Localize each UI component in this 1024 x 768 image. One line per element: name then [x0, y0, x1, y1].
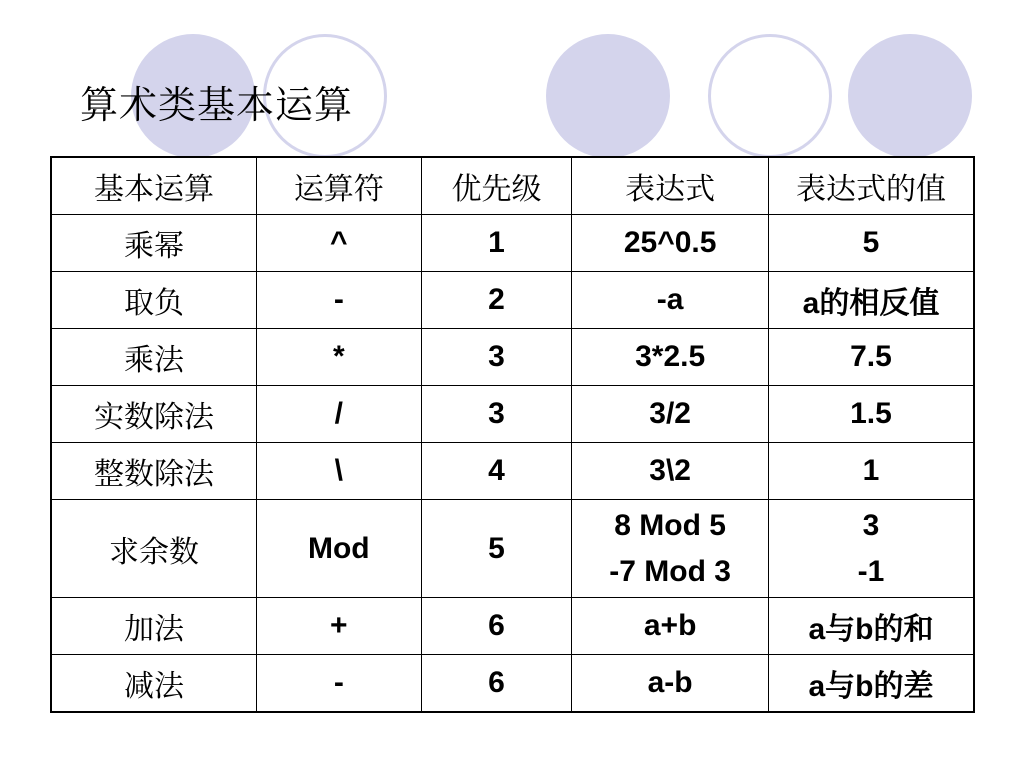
op-name-cell: 求余数 [51, 500, 256, 598]
value-cell: 1 [768, 443, 974, 500]
operator-cell: Mod [256, 500, 421, 598]
value-cell: a的相反值 [768, 272, 974, 329]
table-header-row [51, 157, 974, 215]
priority-cell: 3 [421, 386, 572, 443]
operator-cell: / [256, 386, 421, 443]
table-row [51, 272, 974, 329]
slide-title: 算术类基本运算 [80, 83, 354, 127]
decor-circle-4 [708, 34, 832, 158]
operator-cell: \ [256, 443, 421, 500]
priority-cell: 6 [421, 655, 572, 713]
value-cell [768, 500, 974, 598]
op-name-cell: 减法 [51, 655, 256, 713]
header-cell: 运算符 [256, 157, 421, 215]
op-name-cell: 取负 [51, 272, 256, 329]
expression-cell: 25^0.5 [572, 215, 769, 272]
op-name-cell: 乘幂 [51, 215, 256, 272]
table-row [51, 655, 974, 713]
table-row [51, 386, 974, 443]
table-row [51, 215, 974, 272]
operator-cell: - [256, 272, 421, 329]
table-row [51, 598, 974, 655]
decor-circle-5 [848, 34, 972, 158]
value-line: 3 [862, 508, 880, 542]
expression-cell: a+b [572, 598, 769, 655]
priority-cell: 6 [421, 598, 572, 655]
op-name-cell: 整数除法 [51, 443, 256, 500]
expression-line: -7 Mod 3 [609, 554, 731, 588]
operator-cell: - [256, 655, 421, 713]
value-cell: 5 [768, 215, 974, 272]
op-name-cell: 乘法 [51, 329, 256, 386]
op-name-cell: 实数除法 [51, 386, 256, 443]
priority-cell: 4 [421, 443, 572, 500]
decor-circle-3 [546, 34, 670, 158]
table-row [51, 329, 974, 386]
table-row [51, 500, 974, 598]
value-line: -1 [857, 554, 885, 588]
expression-cell: -a [572, 272, 769, 329]
header-cell: 优先级 [421, 157, 572, 215]
op-name-cell: 加法 [51, 598, 256, 655]
header-cell: 基本运算 [51, 157, 256, 215]
value-cell: a与b的和 [768, 598, 974, 655]
operator-cell: * [256, 329, 421, 386]
expression-line: 8 Mod 5 [614, 508, 726, 542]
expression-cell [572, 500, 769, 598]
operator-cell: + [256, 598, 421, 655]
value-cell: a与b的差 [768, 655, 974, 713]
expression-cell: 3*2.5 [572, 329, 769, 386]
priority-cell: 1 [421, 215, 572, 272]
table-row [51, 443, 974, 500]
value-cell: 1.5 [768, 386, 974, 443]
value-cell: 7.5 [768, 329, 974, 386]
expression-cell: a-b [572, 655, 769, 713]
priority-cell: 2 [421, 272, 572, 329]
header-cell: 表达式的值 [768, 157, 974, 215]
priority-cell: 3 [421, 329, 572, 386]
operator-cell: ^ [256, 215, 421, 272]
header-cell: 表达式 [572, 157, 769, 215]
priority-cell: 5 [421, 500, 572, 598]
operations-table [50, 156, 975, 713]
expression-cell: 3\2 [572, 443, 769, 500]
expression-cell: 3/2 [572, 386, 769, 443]
